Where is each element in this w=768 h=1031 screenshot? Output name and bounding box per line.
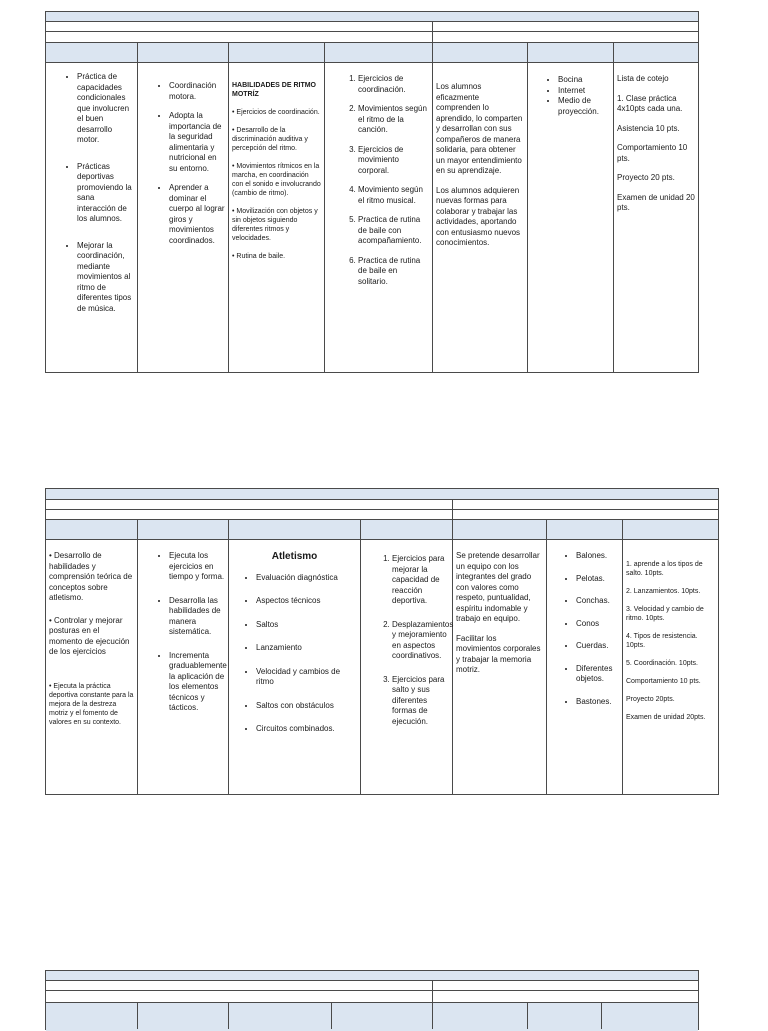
resource-item: • Internet (558, 86, 610, 97)
table2-header-row (46, 520, 718, 540)
resource-item: • Cuerdas. (576, 641, 619, 652)
table1-evaluation-cell (614, 74, 700, 223)
table2-skills-cell (137, 551, 228, 723)
resource-item: • Pelotas. (576, 574, 619, 585)
evaluation-item: 2. Lanzamientos. 10pts. (626, 588, 701, 595)
activity-item: 1. Ejercicios para mejorar la capacidad de reacción deportiva. (392, 554, 449, 607)
content-title: Atletismo (271, 551, 318, 562)
table1-resources-cell (528, 75, 613, 126)
expected-item: Los alumnos adquieren nuevas formas para colaborar y trabajar las actividades, aportando con entusiasmo nuevos conocimientos. (436, 185, 521, 247)
objective-item: • Desarrollo de habilidades y comprensión teórica de conceptos sobre atletismo. (49, 551, 133, 602)
table1-header-row (46, 43, 698, 63)
table1-skills-cell (137, 81, 228, 255)
table3-col-divider (228, 1003, 229, 1029)
content-item: • Ejercicios de coordinación. (232, 109, 320, 116)
objective-item: • Controlar y mejorar posturas en el momento de ejecución de los ejercicios (49, 615, 130, 656)
skill-item: • Coordinación motora. (169, 81, 225, 102)
table1-info-row-2 (46, 32, 698, 43)
table3-info-row-1 (46, 981, 698, 991)
skill-item: • Adopta la importancia de la seguridad alimentaria y nutricional en su entorno. (169, 111, 225, 174)
table2-info-row-2 (46, 510, 718, 520)
evaluation-item: Asistencia 10 pts. (617, 123, 680, 133)
evaluation-item: Lista de cotejo (617, 74, 669, 83)
table1-title-band (46, 12, 698, 22)
activity-item: 4. Movimiento según el ritmo musical. (358, 185, 429, 206)
content-item: • Evaluación diagnóstica (256, 573, 357, 584)
evaluation-item: 3. Velocidad y cambio de ritmo. 10pts. (626, 606, 704, 622)
expected-item: Los alumnos eficazmente comprenden lo aprendido, lo comparten y desarrollan con sus compañeros de manera solidaria, para obtener un mayor entendimiento en su aprendizaje. (436, 82, 523, 175)
activity-item: 2. Desplazamientos y mejoramiento en aspectos coordinativos. (392, 620, 449, 662)
table3-col-divider (527, 1003, 528, 1029)
plan-table-2 (45, 488, 719, 795)
skill-item: • Ejecuta los ejercicios en tiempo y forma. (169, 551, 225, 583)
table2-title-band (46, 489, 718, 500)
expected-item: Se pretende desarrollar un equipo con los integrantes del grado con valores como respeto, puntualidad, espíritu indomable y trabajo en equipo. (456, 551, 540, 623)
objective-item: • Práctica de capacidades condicionales que involucren el buen desarrollo motor. (77, 72, 134, 146)
content-item: • Movimientos rítmicos en la marcha, en coordinación con el sonido e involucrando (cambio de ritmo). (232, 163, 321, 197)
evaluation-item: 4. Tipos de resistencia. 10pts. (626, 633, 698, 649)
skill-item: • Incrementa graduablemente la aplicación de los elementos técnicos y tácticos. (169, 651, 225, 714)
table2-info-divider (452, 500, 453, 520)
resource-item: • Bastones. (576, 697, 619, 708)
objective-item: • Ejecuta la práctica deportiva constante para la mejora de la destreza motriz y el fomento de valores en su contexto. (49, 682, 134, 726)
table2-evaluation-cell (623, 560, 720, 731)
evaluation-item: Proyecto 20 pts. (617, 173, 675, 182)
content-item: • Desarrollo de la discriminación auditiva y percepción del ritmo. (232, 127, 308, 152)
content-title: HABILIDADES DE RITMO MOTRÍZ (232, 82, 316, 98)
content-item: • Aspectos técnicos (256, 596, 357, 607)
plan-table-3 (45, 970, 699, 1030)
table1-info-divider (432, 22, 433, 43)
content-item: • Movilización con objetos y sin objetos siguiendo diferentes ritmos y velocidades. (232, 208, 318, 242)
objective-item: • Mejorar la coordinación, mediante movimientos al ritmo de diferentes tipos de música. (77, 241, 134, 315)
table3-info-divider (432, 981, 433, 1003)
activity-item: 1. Ejercicios de coordinación. (358, 74, 429, 95)
table1-info-row-1 (46, 22, 698, 32)
table1-content-cell (229, 81, 324, 270)
content-item: • Saltos (256, 620, 357, 631)
table2-objectives-cell (46, 551, 137, 736)
activity-item: 6. Practica de rutina de baile en solitario. (358, 256, 429, 288)
evaluation-item: 1. aprende a los tipos de salto. 10pts. (626, 561, 703, 577)
activity-item: 3. Ejercicios de movimiento corporal. (358, 145, 429, 177)
resource-item: • Medio de proyección. (558, 96, 610, 117)
evaluation-item: Examen de unidad 20pts. (626, 714, 706, 721)
evaluation-item: Comportamiento 10 pts. (626, 678, 701, 685)
table3-col-divider (331, 1003, 332, 1029)
table3-col-divider (137, 1003, 138, 1029)
table1-objectives-cell (46, 72, 137, 323)
activity-item: 5. Practica de rutina de baile con acompañamiento. (358, 215, 429, 247)
table2-resources-cell (547, 551, 622, 716)
table3-title-band (46, 971, 698, 981)
table2-content-cell (229, 547, 360, 744)
plan-table-1 (45, 11, 699, 373)
table2-info-row-1 (46, 500, 718, 510)
skill-item: • Aprender a dominar el cuerpo al lograr giros y movimientos coordinados. (169, 183, 225, 246)
table2-expected-cell (453, 551, 546, 685)
resource-item: • Diferentes objetos. (576, 664, 619, 685)
resource-item: • Balones. (576, 551, 619, 562)
table2-activities-cell (361, 554, 452, 736)
expected-item: Facilitar los movimientos corporales y trabajar la memoria motriz. (456, 633, 541, 674)
table3-col-divider (432, 1003, 433, 1029)
content-item: • Velocidad y cambios de ritmo (256, 667, 357, 688)
skill-item: • Desarrolla las habilidades de manera sistemática. (169, 596, 225, 638)
table1-expected-cell (433, 82, 527, 258)
evaluation-item: Examen de unidad 20 pts. (617, 192, 695, 212)
resource-item: • Conos (576, 619, 619, 630)
table3-info-row-2 (46, 991, 698, 1003)
table3-col-divider (601, 1003, 602, 1029)
resource-item: • Conchas. (576, 596, 619, 607)
activity-item: 2. Movimientos según el ritmo de la canción. (358, 104, 429, 136)
evaluation-item: Comportamiento 10 pts. (617, 143, 688, 163)
content-item: • Lanzamiento (256, 643, 357, 654)
evaluation-item: 1. Clase práctica 4x10pts cada una. (617, 93, 683, 113)
evaluation-item: Proyecto 20pts. (626, 696, 675, 703)
evaluation-item: 5. Coordinación. 10pts. (626, 660, 698, 667)
table1-activities-cell (325, 74, 432, 296)
resource-item: • Bocina (558, 75, 610, 86)
content-item: • Circuitos combinados. (256, 724, 357, 735)
content-item: • Saltos con obstáculos (256, 701, 357, 712)
content-item: • Rutina de baile. (232, 253, 286, 260)
activity-item: 3. Ejercicios para salto y sus diferentes formas de ejecución. (392, 675, 449, 728)
objective-item: • Prácticas deportivas promoviendo la sana interacción de los alumnos. (77, 162, 134, 225)
